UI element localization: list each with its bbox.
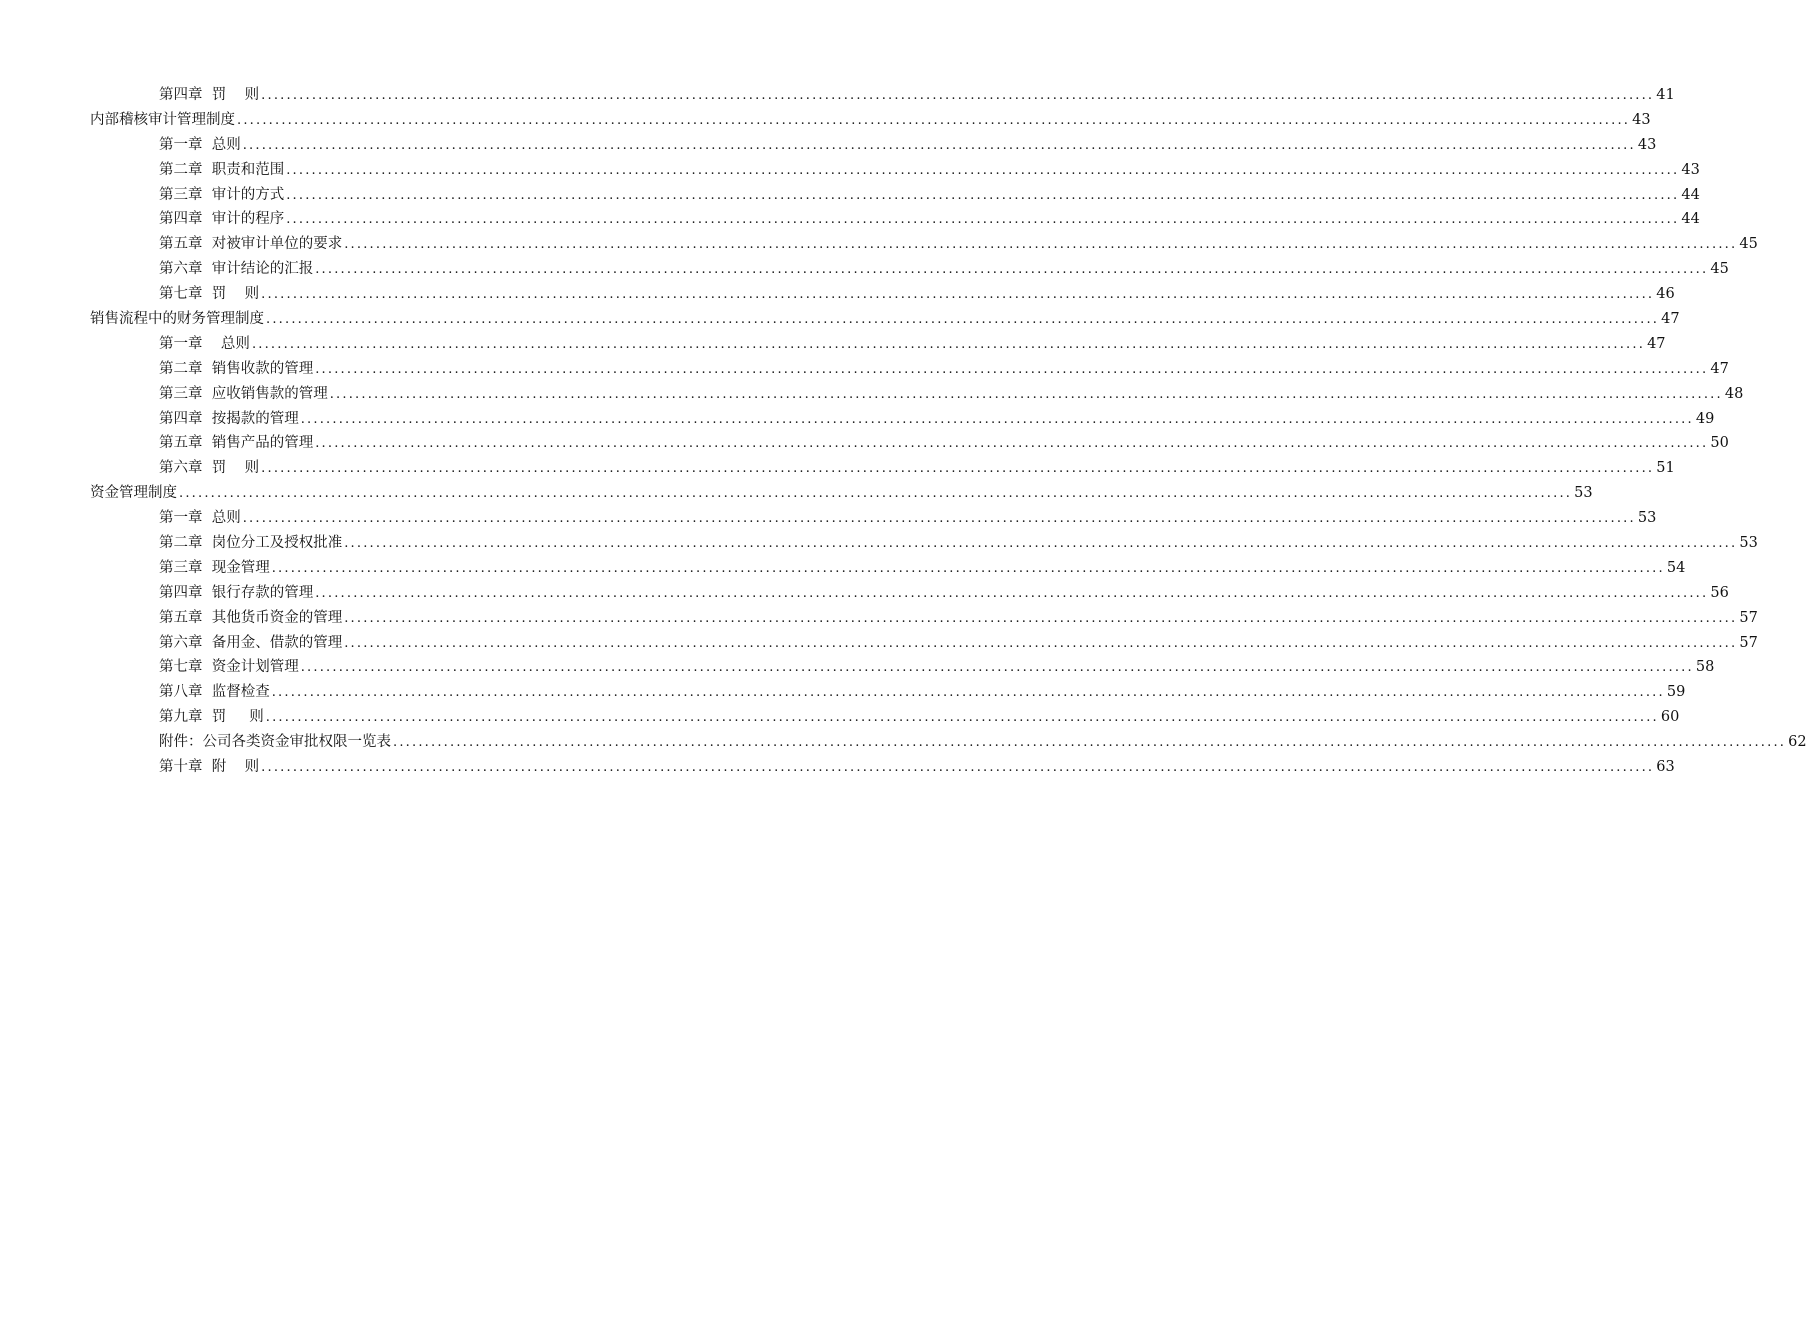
toc-entry-page: 45	[1710, 261, 1729, 278]
toc-entry[interactable]	[90, 655, 1715, 680]
toc-entry[interactable]	[90, 531, 1758, 556]
toc-entry-title: 第四章 银行存款的管理	[159, 584, 314, 601]
toc-entry-title: 第三章 现金管理	[159, 559, 270, 576]
toc-entry-title: 第一章 总则	[159, 335, 250, 352]
toc-entry-page: 59	[1666, 684, 1686, 701]
toc-entry[interactable]	[90, 581, 1729, 606]
toc-dot-leader: ............................................................................................................................................................................................................................	[265, 710, 1659, 726]
toc-entry-page: 47	[1647, 335, 1666, 352]
toc-entry-page: 51	[1656, 460, 1675, 477]
toc-dot-leader: ............................................................................................................................................................................................................................	[261, 88, 1655, 103]
toc-entry-page: 49	[1695, 410, 1715, 427]
toc-entry[interactable]	[90, 481, 1593, 506]
toc-entry-page: 60	[1660, 709, 1680, 726]
toc-entry[interactable]	[90, 407, 1715, 432]
toc-dot-leader: ............................................................................................................................................................................................................................	[271, 685, 1665, 701]
toc-entry-page: 44	[1681, 211, 1700, 228]
toc-entry-page: 41	[1656, 87, 1675, 103]
toc-dot-leader: ............................................................................................................................................................................................................................	[242, 137, 1636, 153]
toc-dot-leader: ............................................................................................................................................................................................................................	[329, 386, 1723, 402]
toc-dot-leader: ............................................................................................................................................................................................................................	[286, 212, 1680, 228]
toc-dot-leader: ............................................................................................................................................................................................................................	[300, 411, 1694, 427]
toc-entry-page: 62	[1788, 734, 1807, 751]
toc-entry-page: 43	[1637, 136, 1657, 153]
toc-entry[interactable]	[90, 382, 1744, 407]
toc-dot-leader: ............................................................................................................................................................................................................................	[261, 287, 1655, 303]
toc-dot-leader: ............................................................................................................................................................................................................................	[315, 436, 1709, 452]
toc-entry-page: 44	[1681, 186, 1700, 203]
toc-dot-leader: ............................................................................................................................................................................................................................	[271, 560, 1665, 576]
toc-entry[interactable]	[90, 755, 1675, 780]
toc-entry-page: 43	[1632, 111, 1651, 128]
toc-entry-title: 第三章 应收销售款的管理	[159, 385, 328, 402]
toc-entry[interactable]	[90, 232, 1758, 257]
toc-entry-title: 第五章 对被审计单位的要求	[159, 236, 343, 253]
toc-entry-page: 57	[1739, 634, 1758, 651]
toc-dot-leader: ............................................................................................................................................................................................................................	[242, 511, 1636, 527]
toc-entry-page: 43	[1681, 161, 1700, 178]
toc-entry[interactable]	[90, 606, 1758, 631]
toc-dot-leader: ............................................................................................................................................................................................................................	[393, 735, 1787, 751]
toc-entry-page: 45	[1739, 236, 1758, 253]
toc-entry-page: 46	[1656, 286, 1675, 303]
toc-dot-leader: ............................................................................................................................................................................................................................	[300, 660, 1694, 676]
toc-entry-page: 54	[1666, 559, 1686, 576]
toc-entry-title: 第六章 罚 则	[159, 460, 260, 477]
toc-entry-title: 第四章 按揭款的管理	[159, 410, 299, 427]
toc-entry-page: 63	[1656, 759, 1675, 776]
toc-entry[interactable]	[90, 730, 1807, 755]
toc-entry-page: 47	[1710, 360, 1729, 377]
toc-entry-title: 附件：公司各类资金审批权限一览表	[159, 734, 391, 751]
toc-entry-title: 第五章 其他货币资金的管理	[159, 609, 343, 626]
toc-entry-title: 第八章 监督检查	[159, 684, 270, 701]
toc-entry-title: 第一章 总则	[159, 510, 241, 527]
toc-entry-title: 第二章 职责和范围	[159, 161, 285, 178]
toc-entry-title: 第四章 罚 则	[159, 87, 260, 103]
toc-entry[interactable]	[90, 183, 1700, 208]
toc-dot-leader: ............................................................................................................................................................................................................................	[266, 312, 1660, 328]
toc-entry[interactable]	[90, 108, 1651, 133]
toc-entry[interactable]	[90, 456, 1675, 481]
toc-dot-leader: ............................................................................................................................................................................................................................	[261, 461, 1655, 477]
toc-entry-title: 第十章 附 则	[159, 759, 260, 776]
toc-entry[interactable]	[90, 506, 1657, 531]
toc-entry-page: 53	[1637, 510, 1657, 527]
toc-entry[interactable]	[90, 631, 1758, 656]
toc-dot-leader: ............................................................................................................................................................................................................................	[344, 536, 1738, 552]
toc-dot-leader: ............................................................................................................................................................................................................................	[315, 585, 1709, 601]
toc-entry[interactable]	[90, 431, 1729, 456]
toc-entry-title: 第四章 审计的程序	[159, 211, 285, 228]
toc-entry[interactable]	[90, 158, 1700, 183]
toc-dot-leader: ............................................................................................................................................................................................................................	[261, 760, 1655, 776]
toc-entry-page: 47	[1661, 311, 1680, 328]
toc-entry[interactable]	[90, 282, 1675, 307]
toc-entry-title: 第三章 审计的方式	[159, 186, 285, 203]
toc-entry-title: 第五章 销售产品的管理	[159, 435, 314, 452]
toc-dot-leader: ............................................................................................................................................................................................................................	[251, 336, 1646, 352]
toc-entry-page: 53	[1574, 485, 1593, 502]
toc-entry-title: 第二章 岗位分工及授权批准	[159, 535, 343, 552]
toc-entry-title: 第七章 罚 则	[159, 286, 260, 303]
toc-entry[interactable]	[90, 357, 1729, 382]
toc-entry-title: 第一章 总则	[159, 136, 241, 153]
table-of-contents	[90, 83, 1807, 780]
toc-dot-leader: ............................................................................................................................................................................................................................	[286, 187, 1680, 203]
toc-entry-title: 销售流程中的财务管理制度	[90, 311, 264, 328]
toc-entry[interactable]	[90, 307, 1680, 332]
toc-entry[interactable]	[90, 705, 1680, 730]
toc-entry-page: 48	[1724, 385, 1744, 402]
toc-entry[interactable]	[90, 556, 1686, 581]
toc-dot-leader: ............................................................................................................................................................................................................................	[237, 112, 1631, 128]
toc-entry-title: 资金管理制度	[90, 485, 177, 502]
toc-dot-leader: ............................................................................................................................................................................................................................	[286, 162, 1680, 178]
toc-entry-title: 第二章 销售收款的管理	[159, 360, 314, 377]
toc-entry-title: 内部稽核审计管理制度	[90, 111, 235, 128]
toc-entry-page: 53	[1739, 535, 1758, 552]
toc-entry-page: 58	[1695, 659, 1715, 676]
toc-entry[interactable]	[90, 257, 1729, 282]
toc-entry[interactable]	[90, 133, 1657, 158]
toc-dot-leader: ............................................................................................................................................................................................................................	[344, 610, 1738, 626]
toc-entry-title: 第九章 罚 则	[159, 709, 264, 726]
toc-entry-title: 第六章 审计结论的汇报	[159, 261, 314, 278]
toc-entry-page: 56	[1710, 584, 1729, 601]
toc-dot-leader: ............................................................................................................................................................................................................................	[344, 635, 1738, 651]
toc-entry-title: 第七章 资金计划管理	[159, 659, 299, 676]
toc-entry[interactable]	[90, 680, 1686, 705]
toc-entry[interactable]	[90, 207, 1700, 232]
toc-entry[interactable]	[90, 83, 1675, 108]
toc-entry[interactable]	[90, 332, 1666, 357]
toc-entry-title: 第六章 备用金、借款的管理	[159, 634, 343, 651]
toc-entry-page: 57	[1739, 609, 1758, 626]
toc-dot-leader: ............................................................................................................................................................................................................................	[344, 237, 1738, 253]
toc-dot-leader: ............................................................................................................................................................................................................................	[315, 361, 1709, 377]
toc-dot-leader: ............................................................................................................................................................................................................................	[179, 486, 1573, 502]
toc-dot-leader: ............................................................................................................................................................................................................................	[315, 262, 1709, 278]
toc-entry-page: 50	[1710, 435, 1729, 452]
